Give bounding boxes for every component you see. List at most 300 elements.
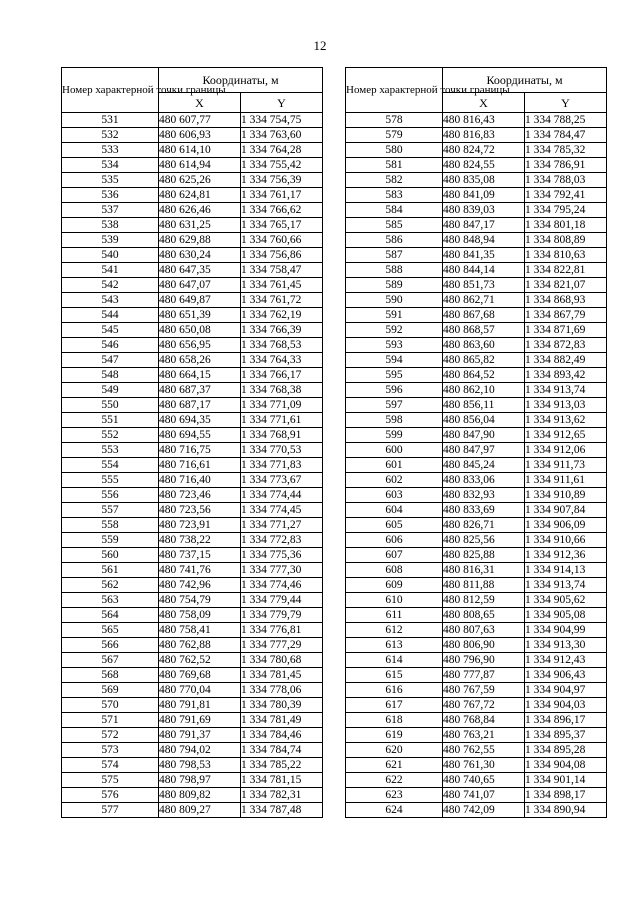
x-coordinate-cell: 480 791,37 [159,728,241,743]
point-number-cell: 557 [62,503,159,518]
y-coordinate-cell: 1 334 771,27 [241,518,323,533]
table-row [62,443,323,458]
point-number-cell: 589 [346,278,443,293]
table-row [62,428,323,443]
table-row [62,683,323,698]
table-row [62,458,323,473]
table-row [346,563,607,578]
point-number-cell: 609 [346,578,443,593]
point-number-cell: 618 [346,713,443,728]
x-coordinate-cell: 480 651,39 [159,308,241,323]
y-coordinate-cell: 1 334 763,60 [241,128,323,143]
x-coordinate-cell: 480 742,96 [159,578,241,593]
table-row [62,698,323,713]
x-coordinate-cell: 480 769,68 [159,668,241,683]
y-coordinate-cell: 1 334 785,32 [525,143,607,158]
y-coordinate-cell: 1 334 775,36 [241,548,323,563]
table-row [62,353,323,368]
point-number-cell: 567 [62,653,159,668]
point-number-cell: 558 [62,518,159,533]
header-y: Y [241,93,323,113]
y-coordinate-cell: 1 334 901,14 [525,773,607,788]
y-coordinate-cell: 1 334 912,06 [525,443,607,458]
table-row [62,113,323,128]
y-coordinate-cell: 1 334 761,17 [241,188,323,203]
point-number-cell: 586 [346,233,443,248]
table-row [346,158,607,173]
y-coordinate-cell: 1 334 893,42 [525,368,607,383]
y-coordinate-cell: 1 334 768,38 [241,383,323,398]
point-number-cell: 561 [62,563,159,578]
y-coordinate-cell: 1 334 910,66 [525,533,607,548]
point-number-cell: 580 [346,143,443,158]
y-coordinate-cell: 1 334 914,13 [525,563,607,578]
point-number-cell: 531 [62,113,159,128]
x-coordinate-cell: 480 794,02 [159,743,241,758]
y-coordinate-cell: 1 334 774,44 [241,488,323,503]
x-coordinate-cell: 480 762,88 [159,638,241,653]
x-coordinate-cell: 480 863,60 [443,338,525,353]
y-coordinate-cell: 1 334 766,62 [241,203,323,218]
x-coordinate-cell: 480 816,31 [443,563,525,578]
table-row [346,653,607,668]
point-number-cell: 605 [346,518,443,533]
x-coordinate-cell: 480 851,73 [443,278,525,293]
point-number-cell: 536 [62,188,159,203]
point-number-cell: 575 [62,773,159,788]
x-coordinate-cell: 480 687,17 [159,398,241,413]
y-coordinate-cell: 1 334 772,83 [241,533,323,548]
table-row [62,398,323,413]
table-row [346,263,607,278]
point-number-cell: 588 [346,263,443,278]
table-row [62,263,323,278]
point-number-cell: 612 [346,623,443,638]
x-coordinate-cell: 480 841,35 [443,248,525,263]
x-coordinate-cell: 480 631,25 [159,218,241,233]
x-coordinate-cell: 480 647,07 [159,278,241,293]
header-x: X [443,93,525,113]
y-coordinate-cell: 1 334 911,61 [525,473,607,488]
table-row [346,308,607,323]
y-coordinate-cell: 1 334 784,46 [241,728,323,743]
y-coordinate-cell: 1 334 762,19 [241,308,323,323]
table-row [62,758,323,773]
y-coordinate-cell: 1 334 756,86 [241,248,323,263]
y-coordinate-cell: 1 334 764,28 [241,143,323,158]
y-coordinate-cell: 1 334 913,62 [525,413,607,428]
y-coordinate-cell: 1 334 904,08 [525,758,607,773]
header-point-number: Номер характерной точки границы [346,68,443,113]
page-number: 12 [313,38,327,53]
point-number-cell: 564 [62,608,159,623]
y-coordinate-cell: 1 334 912,43 [525,653,607,668]
x-coordinate-cell: 480 798,53 [159,758,241,773]
y-coordinate-cell: 1 334 787,48 [241,803,323,818]
point-number-cell: 573 [62,743,159,758]
point-number-cell: 545 [62,323,159,338]
table-row [346,413,607,428]
table-row [62,173,323,188]
point-number-cell: 579 [346,128,443,143]
x-coordinate-cell: 480 767,72 [443,698,525,713]
table-row [62,293,323,308]
x-coordinate-cell: 480 862,10 [443,383,525,398]
y-coordinate-cell: 1 334 905,08 [525,608,607,623]
x-coordinate-cell: 480 867,68 [443,308,525,323]
x-coordinate-cell: 480 694,35 [159,413,241,428]
x-coordinate-cell: 480 844,14 [443,263,525,278]
y-coordinate-cell: 1 334 904,03 [525,698,607,713]
y-coordinate-cell: 1 334 911,73 [525,458,607,473]
point-number-cell: 551 [62,413,159,428]
point-number-cell: 541 [62,263,159,278]
y-coordinate-cell: 1 334 774,46 [241,578,323,593]
table-row [346,323,607,338]
x-coordinate-cell: 480 841,09 [443,188,525,203]
x-coordinate-cell: 480 835,08 [443,173,525,188]
y-coordinate-cell: 1 334 777,30 [241,563,323,578]
table-row [346,743,607,758]
x-coordinate-cell: 480 738,22 [159,533,241,548]
x-coordinate-cell: 480 848,94 [443,233,525,248]
point-number-cell: 569 [62,683,159,698]
y-coordinate-cell: 1 334 821,07 [525,278,607,293]
table-row [346,233,607,248]
y-coordinate-cell: 1 334 906,43 [525,668,607,683]
table-row [62,728,323,743]
x-coordinate-cell: 480 809,82 [159,788,241,803]
point-number-cell: 583 [346,188,443,203]
table-row [346,548,607,563]
y-coordinate-cell: 1 334 895,28 [525,743,607,758]
x-coordinate-cell: 480 687,37 [159,383,241,398]
x-coordinate-cell: 480 762,55 [443,743,525,758]
point-number-cell: 576 [62,788,159,803]
table-row [346,113,607,128]
point-number-cell: 592 [346,323,443,338]
x-coordinate-cell: 480 807,63 [443,623,525,638]
x-coordinate-cell: 480 868,57 [443,323,525,338]
x-coordinate-cell: 480 716,40 [159,473,241,488]
y-coordinate-cell: 1 334 754,75 [241,113,323,128]
x-coordinate-cell: 480 816,83 [443,128,525,143]
table-row [62,593,323,608]
y-coordinate-cell: 1 334 774,45 [241,503,323,518]
point-number-cell: 570 [62,698,159,713]
y-coordinate-cell: 1 334 867,79 [525,308,607,323]
y-coordinate-cell: 1 334 913,30 [525,638,607,653]
y-coordinate-cell: 1 334 756,39 [241,173,323,188]
point-number-cell: 585 [346,218,443,233]
point-number-cell: 593 [346,338,443,353]
x-coordinate-cell: 480 624,81 [159,188,241,203]
header-x: X [159,93,241,113]
table-row [62,203,323,218]
y-coordinate-cell: 1 334 768,53 [241,338,323,353]
y-coordinate-cell: 1 334 771,09 [241,398,323,413]
table-row [346,698,607,713]
y-coordinate-cell: 1 334 788,03 [525,173,607,188]
x-coordinate-cell: 480 758,09 [159,608,241,623]
x-coordinate-cell: 480 658,26 [159,353,241,368]
table-row [62,608,323,623]
table-row [346,803,607,818]
point-number-cell: 568 [62,668,159,683]
y-coordinate-cell: 1 334 761,72 [241,293,323,308]
point-number-cell: 595 [346,368,443,383]
x-coordinate-cell: 480 629,88 [159,233,241,248]
x-coordinate-cell: 480 791,69 [159,713,241,728]
table-row [346,608,607,623]
y-coordinate-cell: 1 334 871,69 [525,323,607,338]
y-coordinate-cell: 1 334 764,33 [241,353,323,368]
point-number-cell: 539 [62,233,159,248]
point-number-cell: 532 [62,128,159,143]
point-number-cell: 543 [62,293,159,308]
x-coordinate-cell: 480 606,93 [159,128,241,143]
x-coordinate-cell: 480 865,82 [443,353,525,368]
point-number-cell: 554 [62,458,159,473]
y-coordinate-cell: 1 334 785,22 [241,758,323,773]
y-coordinate-cell: 1 334 910,89 [525,488,607,503]
table-row [62,473,323,488]
x-coordinate-cell: 480 847,90 [443,428,525,443]
table-row [346,788,607,803]
point-number-cell: 548 [62,368,159,383]
point-number-cell: 602 [346,473,443,488]
table-row [346,518,607,533]
x-coordinate-cell: 480 625,26 [159,173,241,188]
x-coordinate-cell: 480 741,76 [159,563,241,578]
x-coordinate-cell: 480 806,90 [443,638,525,653]
header-coordinates: Координаты, м [159,68,323,93]
table-row [62,278,323,293]
y-coordinate-cell: 1 334 896,17 [525,713,607,728]
x-coordinate-cell: 480 741,07 [443,788,525,803]
y-coordinate-cell: 1 334 760,66 [241,233,323,248]
y-coordinate-cell: 1 334 761,45 [241,278,323,293]
point-number-cell: 617 [346,698,443,713]
table-row [346,383,607,398]
table-row [346,203,607,218]
y-coordinate-cell: 1 334 780,68 [241,653,323,668]
point-number-cell: 563 [62,593,159,608]
point-number-cell: 623 [346,788,443,803]
point-number-cell: 560 [62,548,159,563]
x-coordinate-cell: 480 614,94 [159,158,241,173]
x-coordinate-cell: 480 809,27 [159,803,241,818]
point-number-cell: 582 [346,173,443,188]
x-coordinate-cell: 480 845,24 [443,458,525,473]
x-coordinate-cell: 480 763,21 [443,728,525,743]
point-number-cell: 572 [62,728,159,743]
point-number-cell: 601 [346,458,443,473]
y-coordinate-cell: 1 334 882,49 [525,353,607,368]
y-coordinate-cell: 1 334 792,41 [525,188,607,203]
table-row [62,158,323,173]
point-number-cell: 622 [346,773,443,788]
y-coordinate-cell: 1 334 895,37 [525,728,607,743]
point-number-cell: 590 [346,293,443,308]
table-row [346,173,607,188]
x-coordinate-cell: 480 798,97 [159,773,241,788]
point-number-cell: 565 [62,623,159,638]
y-coordinate-cell: 1 334 905,62 [525,593,607,608]
table-row [62,743,323,758]
y-coordinate-cell: 1 334 765,17 [241,218,323,233]
y-coordinate-cell: 1 334 758,47 [241,263,323,278]
coordinates-table-right [345,67,607,818]
y-coordinate-cell: 1 334 778,06 [241,683,323,698]
point-number-cell: 553 [62,443,159,458]
x-coordinate-cell: 480 614,10 [159,143,241,158]
x-coordinate-cell: 480 847,17 [443,218,525,233]
point-number-cell: 556 [62,488,159,503]
x-coordinate-cell: 480 770,04 [159,683,241,698]
point-number-cell: 533 [62,143,159,158]
x-coordinate-cell: 480 833,69 [443,503,525,518]
x-coordinate-cell: 480 650,08 [159,323,241,338]
table-row [62,638,323,653]
x-coordinate-cell: 480 767,59 [443,683,525,698]
y-coordinate-cell: 1 334 770,53 [241,443,323,458]
x-coordinate-cell: 480 777,87 [443,668,525,683]
x-coordinate-cell: 480 791,81 [159,698,241,713]
table-row [346,758,607,773]
y-coordinate-cell: 1 334 822,81 [525,263,607,278]
x-coordinate-cell: 480 664,15 [159,368,241,383]
table-row [62,368,323,383]
table-row [346,128,607,143]
point-number-cell: 603 [346,488,443,503]
point-number-cell: 599 [346,428,443,443]
point-number-cell: 581 [346,158,443,173]
y-coordinate-cell: 1 334 777,29 [241,638,323,653]
point-number-cell: 534 [62,158,159,173]
point-number-cell: 571 [62,713,159,728]
point-number-cell: 537 [62,203,159,218]
point-number-cell: 600 [346,443,443,458]
point-number-cell: 584 [346,203,443,218]
point-number-cell: 610 [346,593,443,608]
y-coordinate-cell: 1 334 808,89 [525,233,607,248]
y-coordinate-cell: 1 334 771,83 [241,458,323,473]
y-coordinate-cell: 1 334 913,74 [525,383,607,398]
point-number-cell: 549 [62,383,159,398]
point-number-cell: 606 [346,533,443,548]
point-number-cell: 550 [62,398,159,413]
point-number-cell: 619 [346,728,443,743]
y-coordinate-cell: 1 334 781,49 [241,713,323,728]
x-coordinate-cell: 480 862,71 [443,293,525,308]
y-coordinate-cell: 1 334 773,67 [241,473,323,488]
x-coordinate-cell: 480 833,06 [443,473,525,488]
table-row [346,728,607,743]
point-number-cell: 598 [346,413,443,428]
point-number-cell: 607 [346,548,443,563]
table-row [346,713,607,728]
table-row [346,458,607,473]
x-coordinate-cell: 480 856,04 [443,413,525,428]
table-row [346,503,607,518]
point-number-cell: 597 [346,398,443,413]
table-row [62,413,323,428]
y-coordinate-cell: 1 334 776,81 [241,623,323,638]
y-coordinate-cell: 1 334 912,36 [525,548,607,563]
point-number-cell: 621 [346,758,443,773]
y-coordinate-cell: 1 334 779,79 [241,608,323,623]
table-row [62,773,323,788]
point-number-cell: 611 [346,608,443,623]
y-coordinate-cell: 1 334 872,83 [525,338,607,353]
point-number-cell: 613 [346,638,443,653]
x-coordinate-cell: 480 742,09 [443,803,525,818]
table-row [346,368,607,383]
point-number-cell: 547 [62,353,159,368]
header-point-number: Номер характерной точки границы [62,68,159,113]
table-row [346,533,607,548]
x-coordinate-cell: 480 824,55 [443,158,525,173]
table-row [62,248,323,263]
table-row [346,188,607,203]
x-coordinate-cell: 480 796,90 [443,653,525,668]
x-coordinate-cell: 480 847,97 [443,443,525,458]
y-coordinate-cell: 1 334 784,47 [525,128,607,143]
x-coordinate-cell: 480 864,52 [443,368,525,383]
point-number-cell: 542 [62,278,159,293]
x-coordinate-cell: 480 694,55 [159,428,241,443]
x-coordinate-cell: 480 811,88 [443,578,525,593]
y-coordinate-cell: 1 334 779,44 [241,593,323,608]
table-row [346,143,607,158]
x-coordinate-cell: 480 808,65 [443,608,525,623]
y-coordinate-cell: 1 334 795,24 [525,203,607,218]
table-row [346,593,607,608]
point-number-cell: 562 [62,578,159,593]
x-coordinate-cell: 480 649,87 [159,293,241,308]
y-coordinate-cell: 1 334 755,42 [241,158,323,173]
y-coordinate-cell: 1 334 890,94 [525,803,607,818]
y-coordinate-cell: 1 334 786,91 [525,158,607,173]
table-row [62,668,323,683]
x-coordinate-cell: 480 825,56 [443,533,525,548]
point-number-cell: 620 [346,743,443,758]
table-row [346,398,607,413]
x-coordinate-cell: 480 754,79 [159,593,241,608]
y-coordinate-cell: 1 334 904,99 [525,623,607,638]
table-row [62,233,323,248]
y-coordinate-cell: 1 334 766,39 [241,323,323,338]
table-row [62,518,323,533]
y-coordinate-cell: 1 334 781,15 [241,773,323,788]
table-row [346,683,607,698]
table-row [346,473,607,488]
y-coordinate-cell: 1 334 771,61 [241,413,323,428]
y-coordinate-cell: 1 334 913,74 [525,578,607,593]
x-coordinate-cell: 480 832,93 [443,488,525,503]
x-coordinate-cell: 480 716,61 [159,458,241,473]
table-row [62,323,323,338]
y-coordinate-cell: 1 334 906,09 [525,518,607,533]
y-coordinate-cell: 1 334 898,17 [525,788,607,803]
x-coordinate-cell: 480 824,72 [443,143,525,158]
x-coordinate-cell: 480 740,65 [443,773,525,788]
point-number-cell: 546 [62,338,159,353]
table-row [62,383,323,398]
table-row [62,128,323,143]
x-coordinate-cell: 480 816,43 [443,113,525,128]
